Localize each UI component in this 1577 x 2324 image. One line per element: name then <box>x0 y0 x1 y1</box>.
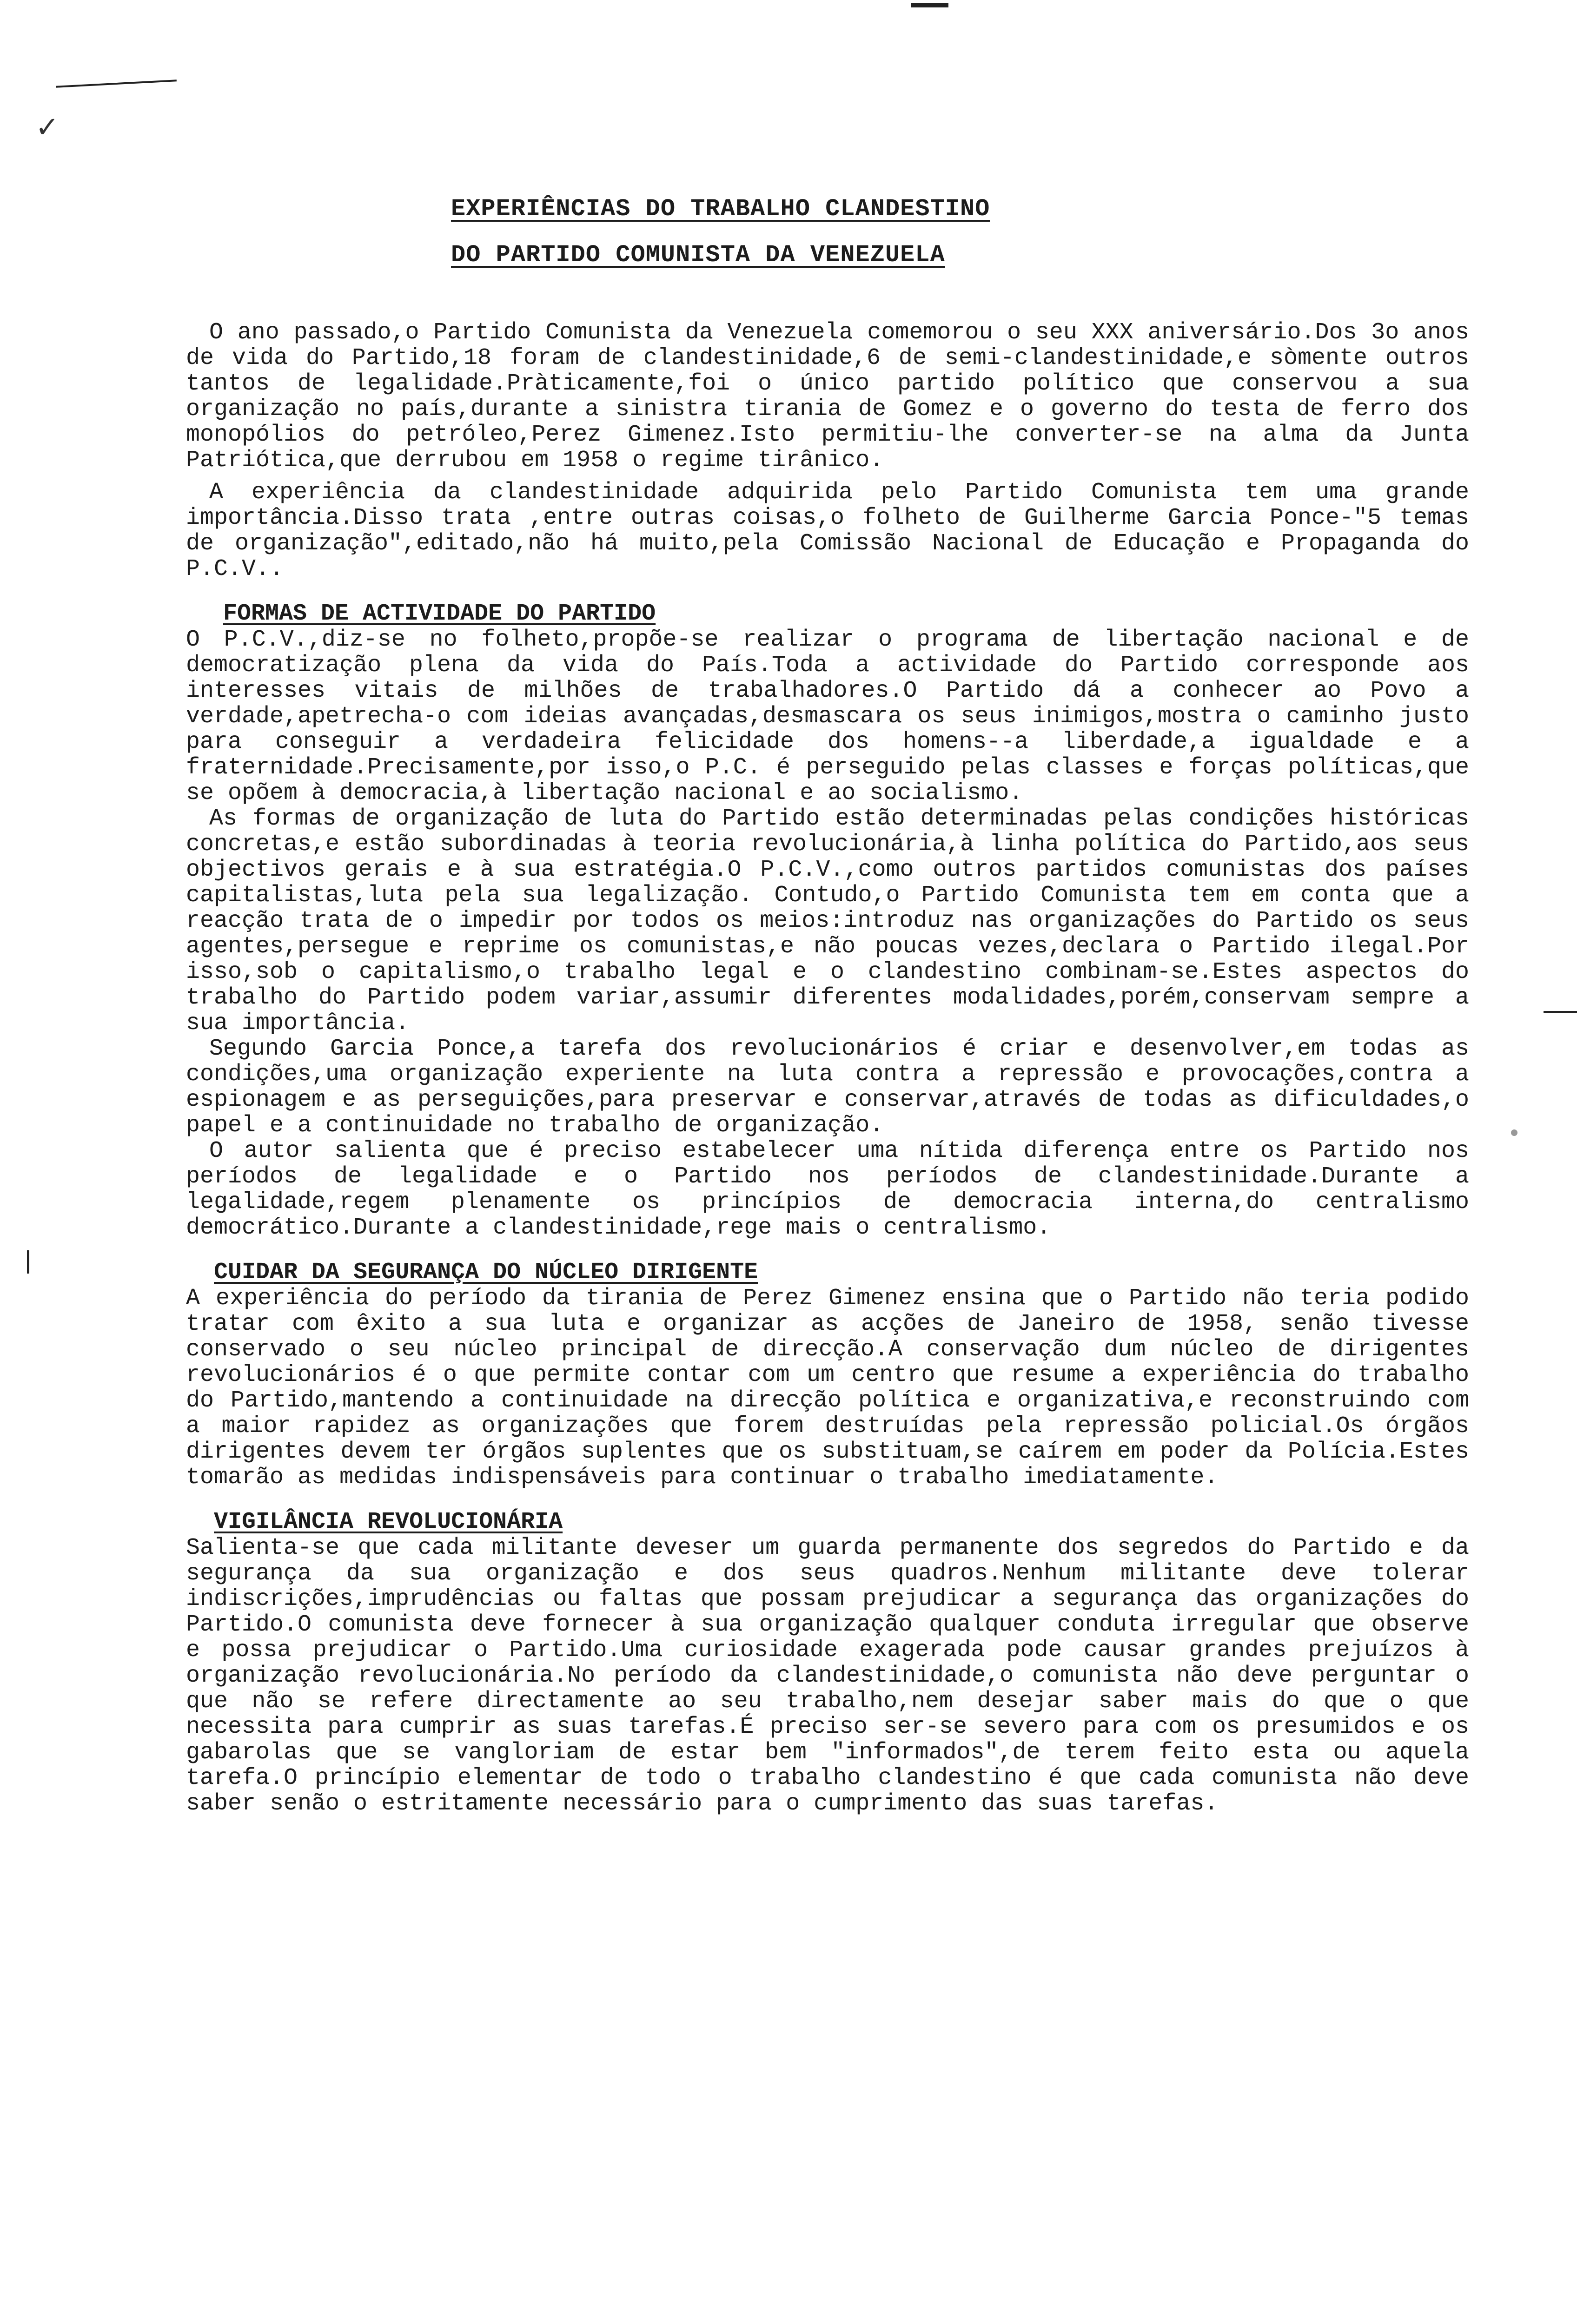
section-1-paragraph-1: O P.C.V.,diz-se no folheto,propõe-se realizar o programa de libertação nacional e de democratização plena da vida do País.Toda a actividade do Partido corresponde aos interesses vitais de milhões de trabalhadores.O Partido dá a conhecer ao Povo a verdade,apetrecha-o com ideias avançadas,desmascara os seus inimigos,mostra o caminho justo para conseguir a verdadeira felicidade dos homens--a liberdade,a igualdade e a fraternidade.Precisamente,por isso,o P.C. é perseguido pelas classes e forças políticas,que se opõem à democracia,à libertação nacional e ao socialismo. <box>186 627 1469 806</box>
section-1-paragraph-2: As formas de organização de luta do Partido estão determinadas pelas condições históricas concretas,e estão subordinadas à teoria revolucionária,à linha política do Partido,aos seus objectivos gerais e à sua estratégia.O P.C.V.,como outros partidos comunistas dos países capitalistas,luta pela sua legalização. Contudo,o Partido Comunista tem em conta que a reacção trata de o impedir por todos os meios:introduz nas organizações do Partido os seus agentes,persegue e reprime os comunistas,e não poucas vezes,declara o Partido ilegal.Por isso,sob o capitalismo,o trabalho legal e o clandestino combinam-se.Estes aspectos do trabalho do Partido podem variar,assumir diferentes modalidades,porém,conservam sempre a sua importância. <box>186 805 1469 1037</box>
document-body <box>186 195 1469 1816</box>
section-2-paragraph-1: A experiência do período da tirania de Perez Gimenez ensina que o Partido não teria podido tratar com êxito a sua luta e organizar as acções de Janeiro de 1958, senão tivesse conservado o seu núcleo principal de direcção.A conservação dum núcleo de dirigentes revolucionários é o que permite contar com um centro que resume a experiência do trabalho do Partido,mantendo a continuidade na direcção política e organizativa,e reconstruindo com a maior rapidez as organizações que forem destruídas pela repressão policial.Os órgãos dirigentes devem ter órgãos suplentes que os substituam,se caírem em poder da Polícia.Estes tomarão as medidas indispensáveis para continuar o trabalho imediatamente. <box>186 1285 1469 1491</box>
document-title-line-1: EXPERIÊNCIAS DO TRABALHO CLANDESTINO <box>451 195 990 223</box>
section-heading-vigilancia: VIGILÂNCIA REVOLUCIONÁRIA <box>214 1509 563 1535</box>
scan-speck <box>1511 1129 1517 1136</box>
intro-paragraph-1: O ano passado,o Partido Comunista da Venezuela comemorou o seu XXX aniversário.Dos 3o anos de vida do Partido,18 foram de clandestinidade,6 de semi-clandestinidade,e sòmente outros tantos de legalidade.Pràticamente,foi o único partido político que conservou a sua organização no país,durante a sinistra tirania de Gomez e o governo do testa de ferro dos monopólios do petróleo,Perez Gimenez.Isto permitiu-lhe converter-se na alma da Junta Patriótica,que derrubou em 1958 o regime tirânico. <box>186 319 1469 474</box>
intro-paragraph-2: A experiência da clandestinidade adquirida pelo Partido Comunista tem uma grande importância.Disso trata ,entre outras coisas,o folheto de Guilherme Garcia Ponce-"5 temas de organização",editado,não há muito,pela Comissão Nacional de Educação e Propaganda do P.C.V.. <box>186 479 1469 582</box>
scan-line-right <box>1544 1011 1577 1013</box>
section-3-paragraph-1: Salienta-se que cada militante deveser um guarda permanente dos segredos do Partido e da segurança da sua organização e dos seus quadros.Nenhum militante deve tolerar indiscrições,imprudências ou faltas que possam prejudicar a segurança das organizações do Partido.O comunista deve fornecer à sua organização qualquer conduta irregular que observe e possa prejudicar o Partido.Uma curiosidade exagerada pode causar grandes prejuízos à organização revolucionária.No período da clandestinidade,o comunista não deve perguntar o que não se refere directamente ao seu trabalho,nem desejar saber mais do que o que necessita para cumprir as suas tarefas.É preciso ser-se severo para com os presumidos e os gabarolas que se vangloriam de estar bem "informados",de terem feito esta ou aquela tarefa.O princípio elementar de todo o trabalho clandestino é que cada comunista não deve saber senão o estritamente necessário para o cumprimento das suas tarefas. <box>186 1535 1469 1817</box>
scan-mark-top <box>911 3 948 7</box>
document-title-line-2: DO PARTIDO COMUNISTA DA VENEZUELA <box>451 241 945 269</box>
section-heading-formas: FORMAS DE ACTIVIDADE DO PARTIDO <box>223 601 656 627</box>
section-1-paragraph-4: O autor salienta que é preciso estabelecer uma nítida diferença entre os Partido nos períodos de legalidade e o Partido nos períodos de clandestinidade.Durante a legalidade,regem plenamente os princípios de democracia interna,do centralismo democrático.Durante a clandestinidade,rege mais o centralismo. <box>186 1138 1469 1241</box>
scan-margin-left <box>27 1250 29 1274</box>
scan-mark-top-left <box>56 79 177 88</box>
section-heading-seguranca: CUIDAR DA SEGURANÇA DO NÚCLEO DIRIGENTE <box>214 1259 758 1286</box>
check-mark: ✓ <box>37 111 57 147</box>
section-1-paragraph-3: Segundo Garcia Ponce,a tarefa dos revolucionários é criar e desenvolver,em todas as condições,uma organização experiente na luta contra a repressão e provocações,contra a espionagem e as perseguições,para preservar e conservar,através de todas as dificuldades,o papel e a continuidade no trabalho de organização. <box>186 1036 1469 1139</box>
